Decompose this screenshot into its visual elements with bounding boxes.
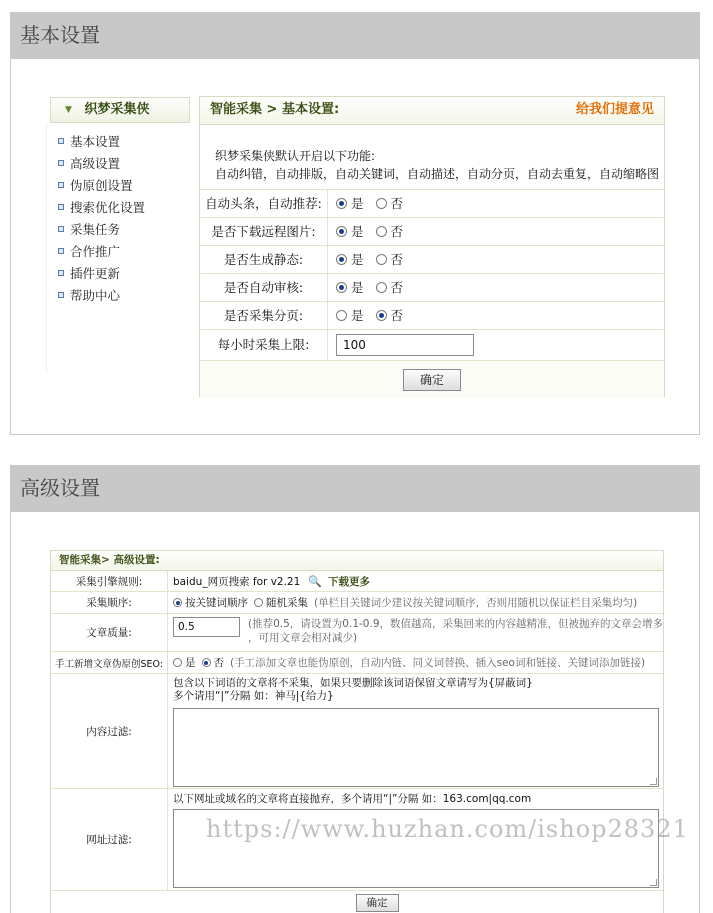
option-label: 按关键词顺序 <box>185 597 248 609</box>
option-label: 随机采集 <box>266 597 308 609</box>
breadcrumb-label: 智能采集 > 基本设置: <box>210 102 340 117</box>
form-row-auto-review <box>200 274 664 302</box>
radio-icon <box>376 282 387 293</box>
url-filter-hint: 以下网址或域名的文章将直接抛弃，多个请用“|”分隔 如：163.com|qq.com <box>173 793 532 805</box>
row-label: 是否自动审核: <box>200 274 328 301</box>
sidebar-divider <box>46 123 47 373</box>
sidebar-item-label: 伪原创设置 <box>70 178 133 193</box>
form-row-seo <box>51 652 663 674</box>
bullet-icon <box>58 292 64 298</box>
intro-line: 自动纠错，自动排版，自动关键词，自动描述，自动分页，自动去重复，自动缩略图 <box>215 167 660 181</box>
radio-no[interactable] <box>376 246 404 273</box>
submit-button[interactable]: 确定 <box>403 369 461 391</box>
intro-text <box>200 125 664 190</box>
option-label: 是 <box>351 224 364 239</box>
quality-hint: ，可用文章会相对减少) <box>248 632 358 644</box>
radio-selected-icon <box>336 198 347 209</box>
watermark: https://www.huzhan.com/ishop28321 <box>206 815 689 843</box>
option-label: 否 <box>390 196 404 211</box>
advanced-submit-row <box>51 891 663 913</box>
form-row-pagination <box>200 302 664 330</box>
bullet-icon <box>58 270 64 276</box>
radio-no[interactable] <box>376 302 404 329</box>
option-label: 是 <box>351 252 364 267</box>
sidebar-item-label: 基本设置 <box>70 134 121 149</box>
form-row-order <box>51 592 663 614</box>
form-row-engine <box>51 571 663 592</box>
hourly-limit-input[interactable]: 100 <box>336 334 474 356</box>
row-label: 内容过滤: <box>51 674 168 788</box>
radio-icon <box>336 310 347 321</box>
sidebar-item-basic[interactable] <box>58 131 190 153</box>
resize-grip-icon[interactable] <box>650 879 657 886</box>
content-filter-hint: 多个请用“|”分隔 如：神马|{给力} <box>173 690 334 702</box>
bullet-icon <box>58 226 64 232</box>
sidebar-item-partner[interactable] <box>58 241 190 263</box>
basic-settings-title: 基本设置 <box>20 23 100 47</box>
radio-no[interactable] <box>202 655 225 670</box>
option-label: 否 <box>390 308 404 323</box>
advanced-submit-button[interactable]: 确定 <box>356 894 399 912</box>
bullet-icon <box>58 204 64 210</box>
sidebar-item-label: 插件更新 <box>70 266 121 281</box>
content-filter-hint: 包含以下词语的文章将不采集，如果只要删除该词语保留文章请写为{屏蔽词} <box>173 677 533 689</box>
radio-yes[interactable] <box>336 218 364 245</box>
form-row-static <box>200 246 664 274</box>
advanced-settings-title: 高级设置 <box>20 476 100 500</box>
radio-icon <box>376 226 387 237</box>
content-filter-textarea[interactable] <box>173 708 659 787</box>
radio-selected-icon <box>202 658 211 667</box>
option-label: 否 <box>390 252 404 267</box>
row-label: 采集顺序: <box>51 592 168 613</box>
breadcrumb <box>200 97 664 125</box>
submit-row <box>200 361 664 398</box>
bullet-icon <box>58 138 64 144</box>
sidebar-item-label: 高级设置 <box>70 156 121 171</box>
seo-hint: (手工添加文章也能伪原创，自动内链、同义词替换、插入seo词和链接、关键词添加链接) <box>230 657 646 669</box>
radio-selected-icon <box>336 226 347 237</box>
row-label: 文章质量: <box>51 614 168 651</box>
radio-icon <box>254 598 263 607</box>
radio-yes[interactable] <box>173 655 196 670</box>
radio-yes[interactable] <box>336 302 364 329</box>
row-label: 网址过滤: <box>51 789 168 890</box>
option-label: 否 <box>390 280 404 295</box>
row-label: 手工新增文章伪原创SEO: <box>51 652 168 673</box>
quality-input[interactable]: 0.5 <box>173 617 240 637</box>
bullet-icon <box>58 248 64 254</box>
row-label: 是否采集分页: <box>200 302 328 329</box>
radio-keyword-order[interactable] <box>173 595 248 610</box>
sidebar-item-label: 帮助中心 <box>70 288 121 303</box>
radio-yes[interactable] <box>336 274 364 301</box>
option-label: 否 <box>390 224 404 239</box>
form-row-headline <box>200 190 664 218</box>
chevron-down-icon: ▼ <box>65 105 72 115</box>
form-row-hourly-limit <box>200 330 664 361</box>
radio-selected-icon <box>336 282 347 293</box>
sidebar-item-tasks[interactable] <box>58 219 190 241</box>
basic-settings-form <box>199 96 665 397</box>
radio-selected-icon <box>376 310 387 321</box>
row-label: 自动头条，自动推荐: <box>200 190 328 217</box>
radio-no[interactable] <box>376 274 404 301</box>
download-more-link[interactable]: 下载更多 <box>328 575 370 588</box>
radio-selected-icon <box>173 598 182 607</box>
sidebar-item-help[interactable] <box>58 285 190 307</box>
row-label: 采集引擎规则: <box>51 571 168 591</box>
sidebar-item-label: 搜索优化设置 <box>70 200 146 215</box>
sidebar-item-advanced[interactable] <box>58 153 190 175</box>
sidebar-item-label: 合作推广 <box>70 244 121 259</box>
radio-icon <box>173 658 182 667</box>
sidebar-item-pseudo-original[interactable] <box>58 175 190 197</box>
engine-value: baidu_网页搜索 for v2.21 <box>173 575 301 588</box>
advanced-settings-form <box>50 550 664 913</box>
advanced-settings-header <box>10 465 700 512</box>
feedback-link[interactable]: 给我们提意见 <box>575 102 654 117</box>
sidebar-item-seo[interactable] <box>58 197 190 219</box>
sidebar-item-label: 采集任务 <box>70 222 121 237</box>
radio-icon <box>376 198 387 209</box>
radio-yes[interactable] <box>336 246 364 273</box>
option-label: 是 <box>351 308 364 323</box>
order-hint: (单栏目关键词少建议按关键词顺序，否则用随机以保证栏目采集均匀) <box>314 597 638 609</box>
option-label: 是 <box>351 196 364 211</box>
sidebar-title-label: 织梦采集侠 <box>84 102 150 117</box>
row-label: 是否生成静态: <box>200 246 328 273</box>
sidebar-menu <box>50 131 190 307</box>
advanced-breadcrumb: 智能采集> 高级设置: <box>51 551 663 571</box>
intro-line: 织梦采集侠默认开启以下功能: <box>215 149 376 163</box>
radio-icon <box>376 254 387 265</box>
resize-grip-icon[interactable] <box>650 778 657 785</box>
radio-yes[interactable] <box>336 190 364 217</box>
sidebar-title[interactable] <box>50 97 190 123</box>
basic-settings-header <box>10 12 700 59</box>
option-label: 是 <box>351 280 364 295</box>
form-row-content-filter <box>51 674 663 789</box>
row-label: 每小时采集上限: <box>200 330 328 360</box>
quality-hint: (推荐0.5，请设置为0.1-0.9，数值越高，采集回来的内容越精准，但被抛弃的文章会增多 <box>248 618 663 630</box>
radio-no[interactable] <box>376 218 404 245</box>
row-label: 是否下载远程图片: <box>200 218 328 245</box>
bullet-icon <box>58 182 64 188</box>
option-label: 是 <box>185 657 196 669</box>
radio-selected-icon <box>336 254 347 265</box>
sidebar <box>50 97 190 307</box>
option-label: 否 <box>213 657 224 669</box>
form-row-quality <box>51 614 663 652</box>
bullet-icon <box>58 160 64 166</box>
search-icon: 🔍 <box>308 574 322 588</box>
sidebar-item-update[interactable] <box>58 263 190 285</box>
radio-no[interactable] <box>376 190 404 217</box>
form-row-remote-images <box>200 218 664 246</box>
radio-random[interactable] <box>254 595 308 610</box>
